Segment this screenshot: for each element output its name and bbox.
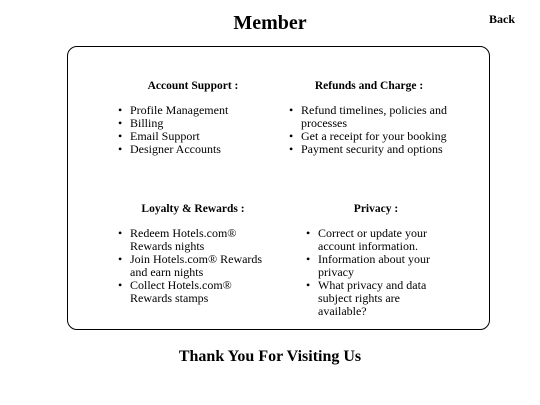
refunds-heading: Refunds and Charge :: [314, 80, 424, 92]
link-collect-stamps[interactable]: • Collect Hotels.com® Rewards stamps: [118, 279, 268, 305]
link-profile-management[interactable]: • Profile Management: [118, 104, 268, 117]
link-designer-accounts[interactable]: • Designer Accounts: [118, 143, 268, 156]
privacy-heading: Privacy :: [353, 203, 399, 215]
loyalty-list: [118, 227, 268, 305]
link-email-support[interactable]: • Email Support: [118, 130, 268, 143]
privacy-section: [306, 203, 446, 318]
back-link[interactable]: Back: [488, 12, 515, 26]
privacy-list: [306, 227, 446, 318]
loyalty-section: [118, 203, 268, 305]
account-support-section: [118, 80, 268, 156]
link-update-account-info[interactable]: • Correct or update your account information.: [306, 227, 446, 253]
refunds-section: [289, 80, 449, 156]
link-billing[interactable]: • Billing: [118, 117, 268, 130]
link-join-rewards[interactable]: • Join Hotels.com® Rewards and earn nights: [118, 253, 268, 279]
refunds-list: [289, 104, 449, 156]
support-panel: [67, 46, 490, 330]
footer-message: Thank You For Visiting Us: [178, 348, 362, 365]
link-refund-timelines[interactable]: • Refund timelines, policies and processes: [289, 104, 449, 130]
link-privacy-info[interactable]: • Information about your privacy: [306, 253, 446, 279]
link-redeem-rewards[interactable]: • Redeem Hotels.com® Rewards nights: [118, 227, 268, 253]
link-privacy-rights[interactable]: • What privacy and data subject rights are available?: [306, 279, 446, 318]
link-payment-security[interactable]: • Payment security and options: [289, 143, 449, 156]
page-title: Member: [233, 12, 307, 34]
account-support-heading: Account Support :: [147, 80, 239, 92]
link-booking-receipt[interactable]: • Get a receipt for your booking: [289, 130, 449, 143]
loyalty-heading: Loyalty & Rewards :: [141, 203, 245, 215]
account-support-list: [118, 104, 268, 156]
